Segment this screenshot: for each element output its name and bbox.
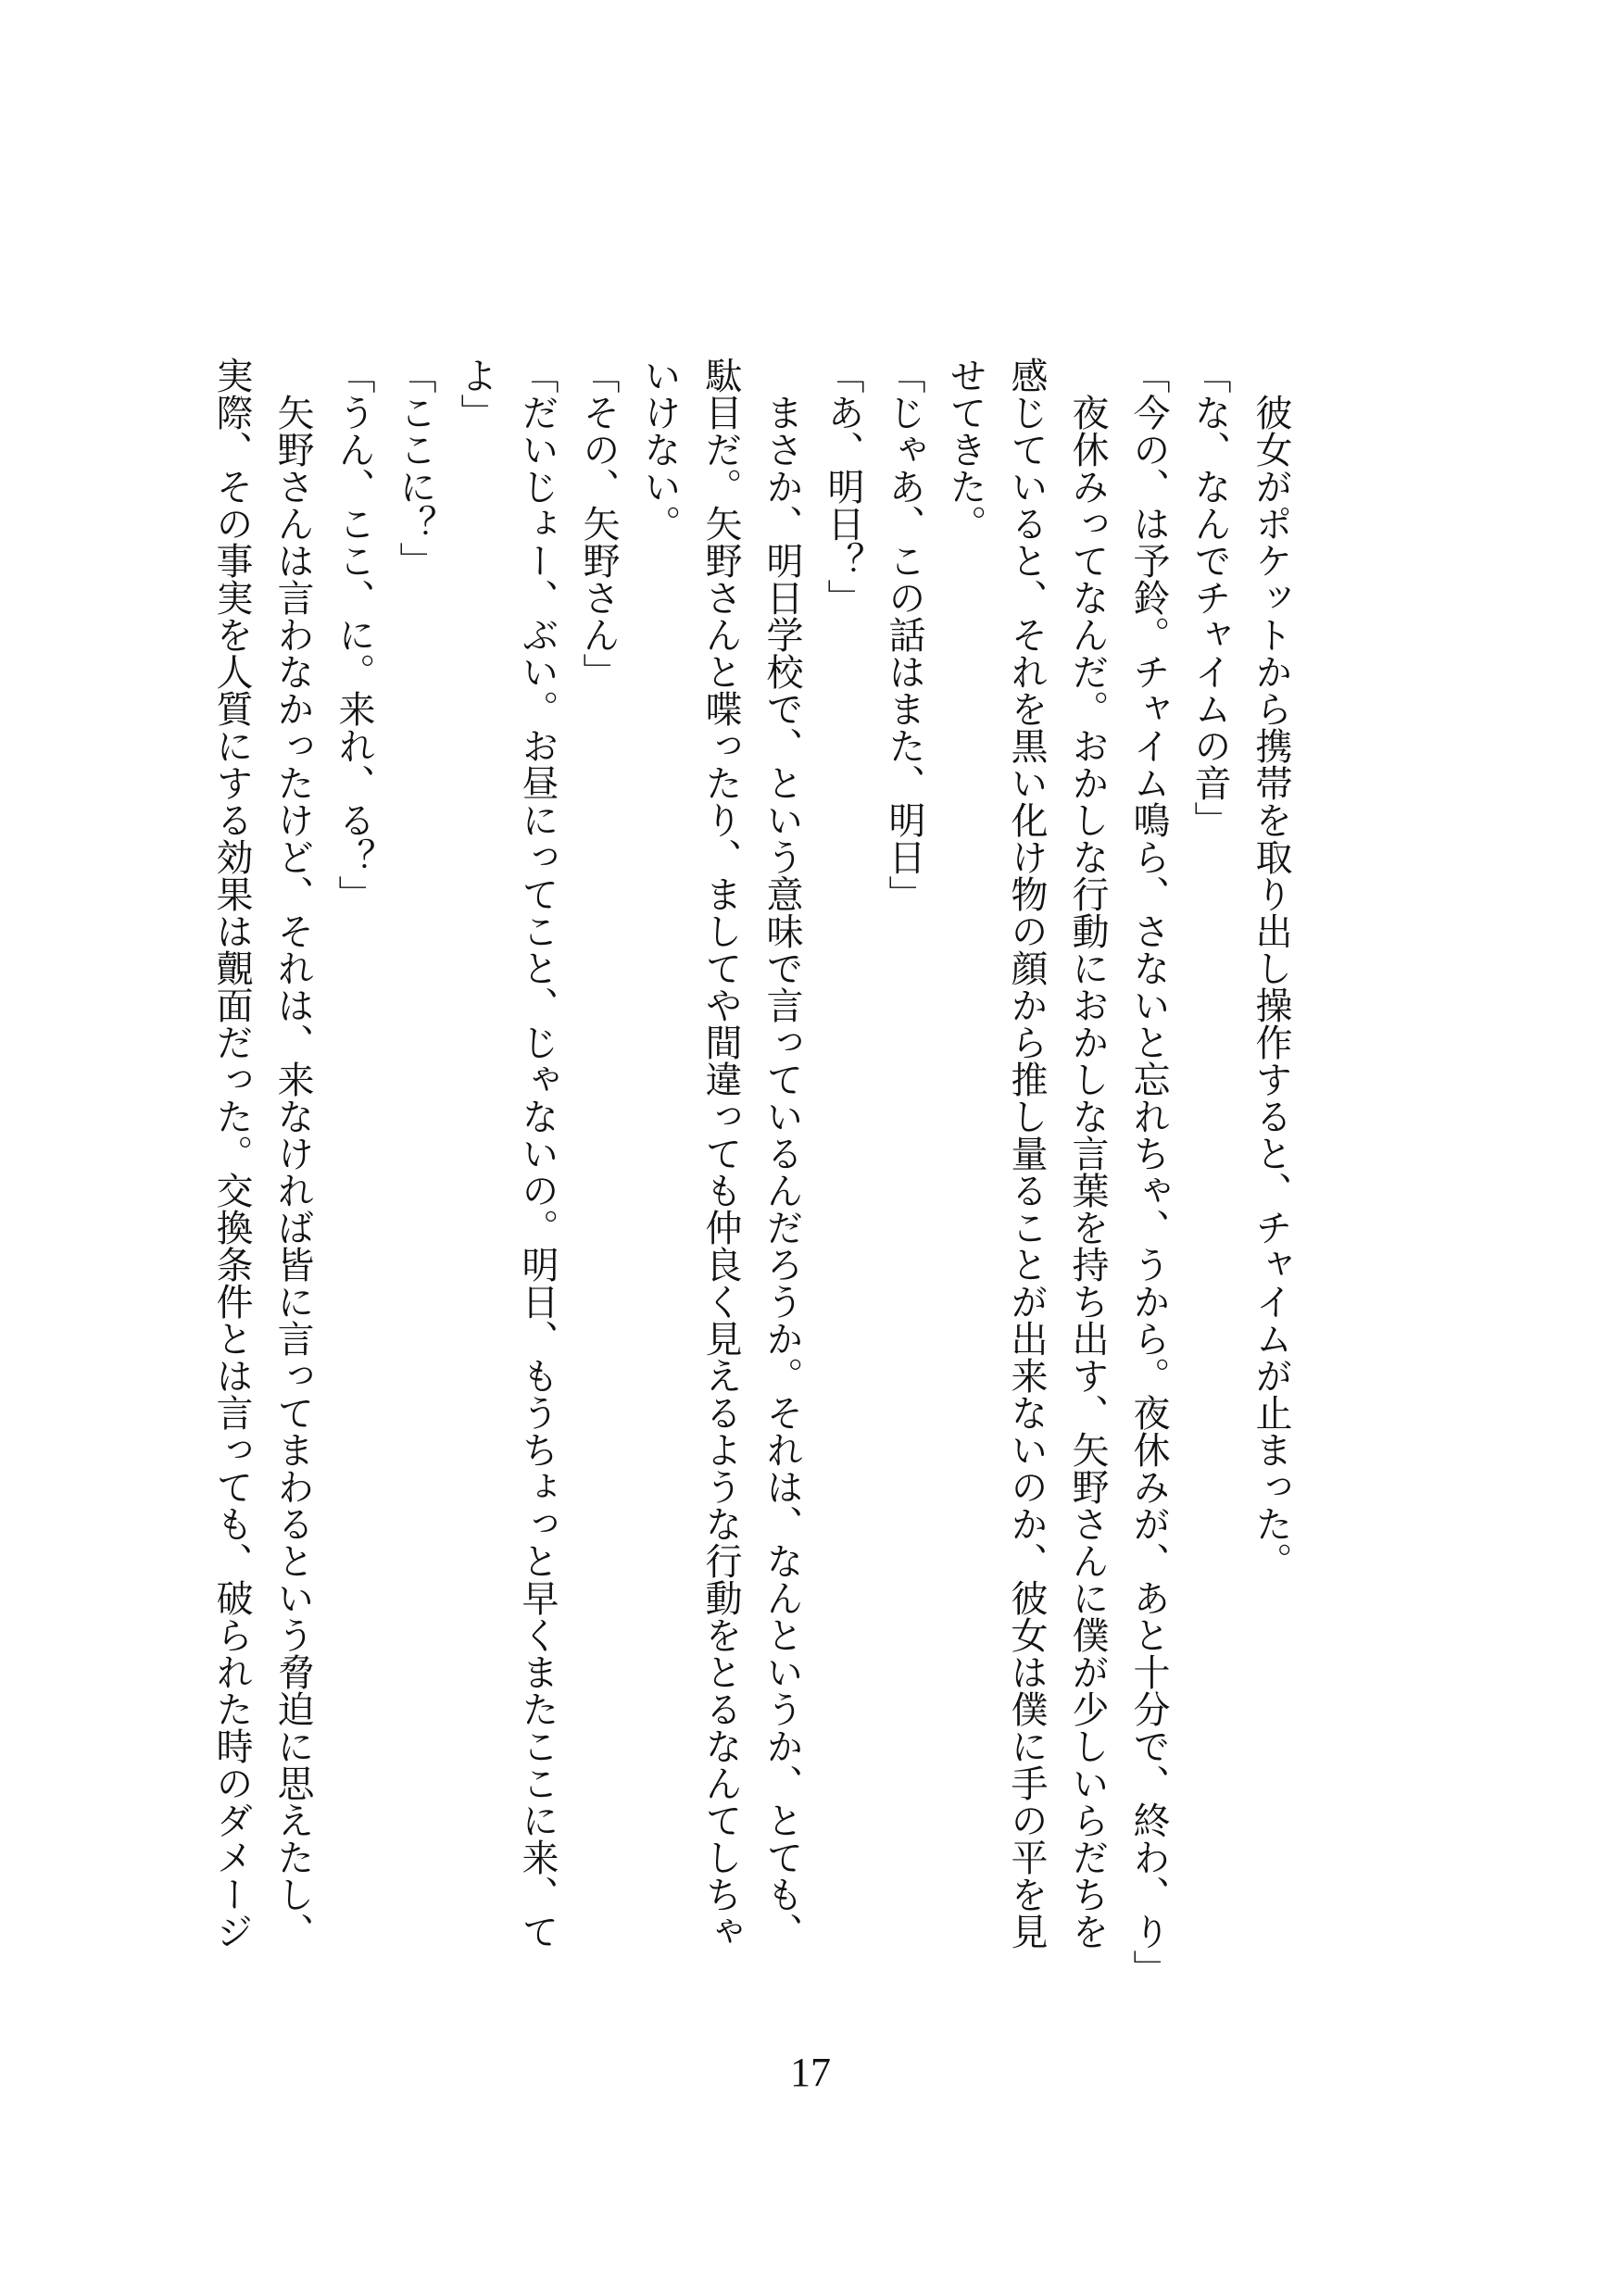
text-line: 矢野さんは言わなかったけど、それは、来なければ皆に言ってまわるという脅迫に思えたし、: [271, 357, 314, 1950]
text-line: 「だいじょー、ぶい。お昼にってこと、じゃないの。明日、もうちょっと早くまたここに来、て: [516, 357, 559, 1950]
vertical-text-body: [210, 357, 1301, 2005]
text-line: いけない。: [638, 357, 681, 542]
text-line: 「その、矢野さん」: [577, 357, 620, 690]
text-line: せてきた。: [944, 357, 986, 542]
text-line: 「うん、ここ、に。来れ、る？」: [333, 357, 375, 912]
text-line: 「今の、は予鈴。チャイム鳴ら、さないと忘れちゃ、うから。夜休みが、あと十分で、終わ、り」: [1127, 357, 1170, 1987]
text-line: 実際、その事実を人質にする効果は覿面だった。交換条件とは言っても、破られた時のダメージ: [210, 357, 253, 1950]
text-line: 夜休みってなんだ。おかしな行動におかしな言葉を持ち出す、矢野さんに僕が少しいらだちを: [1066, 357, 1109, 1950]
text-line: よ」: [455, 357, 497, 431]
text-line: 「じゃあ、この話はまた、明日」: [883, 357, 925, 912]
text-line: 「あ、明日？」: [822, 357, 864, 616]
text-line: 駄目だ。矢野さんと喋ったり、ましてや間違っても仲良く見えるような行動をとるなんてしちゃ: [699, 357, 742, 1950]
text-line: 「ここに？」: [394, 357, 436, 579]
text-line: 彼女がポケットから携帯を取り出し操作すると、チャイムが止まった。: [1250, 357, 1292, 1579]
text-line: 「な、なんでチャイムの音」: [1188, 357, 1231, 838]
page-number: 17: [790, 2050, 831, 2095]
text-line: 感じていると、それを黒い化け物の顔から推し量ることが出来ないのか、彼女は僕に手の平を見: [1005, 357, 1048, 1950]
text-line: まさか、明日学校で、という意味で言っているんだろうか。それは、なんというか、とても、: [760, 357, 803, 1950]
